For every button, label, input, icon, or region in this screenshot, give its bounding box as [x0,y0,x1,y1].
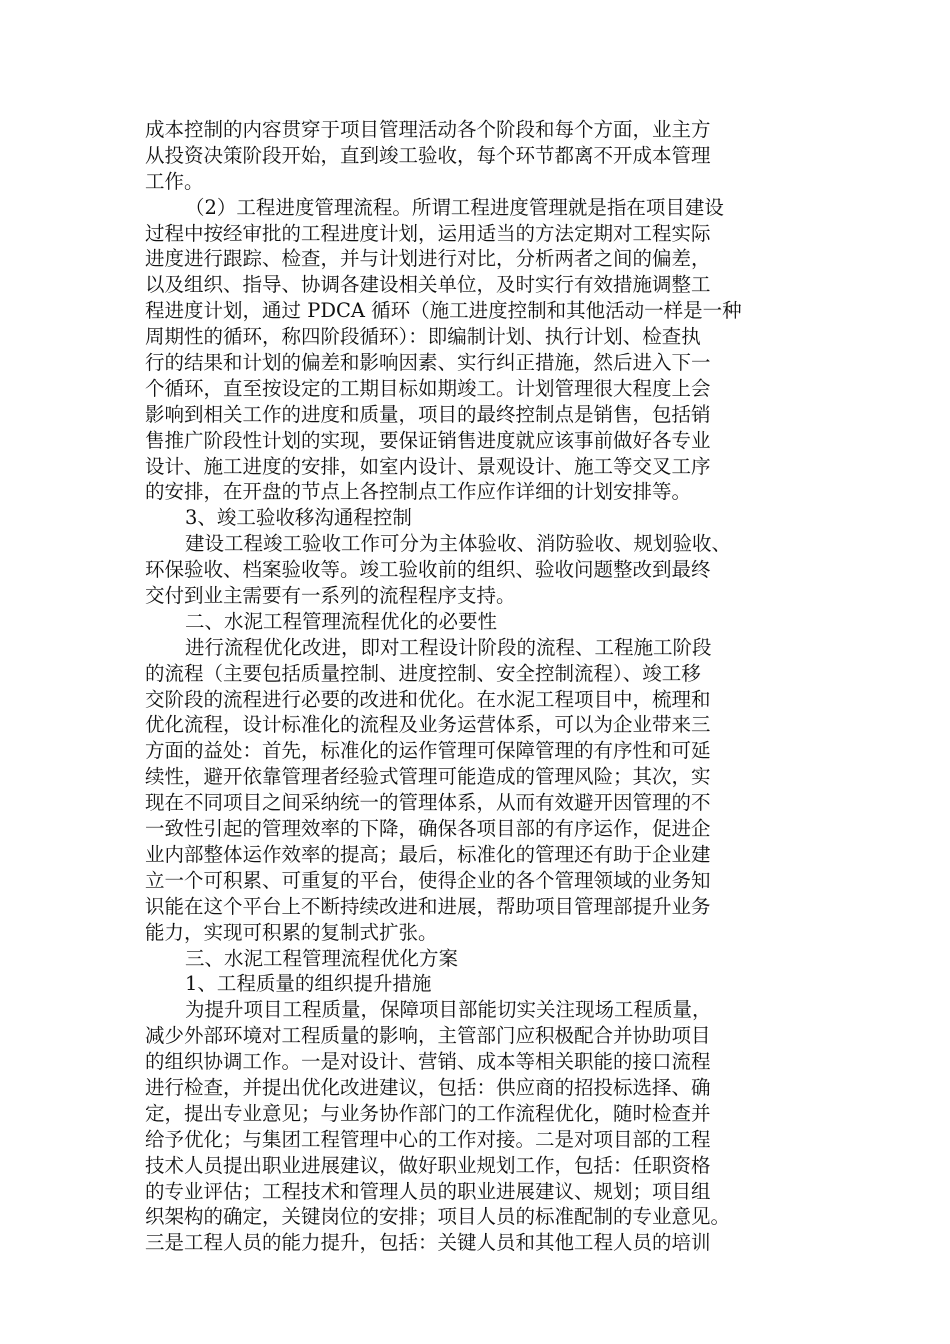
text-line: 建设工程竣工验收工作可分为主体验收、消防验收、规划验收、 [185,532,732,556]
text-line: 三是工程人员的能力提升，包括：关键人员和其他工程人员的培训 [145,1231,711,1255]
text-line: 周期性的循环，称四阶段循环）：即编制计划、执行计划、检查执 [145,325,701,349]
text-line: 过程中按经审批的工程进度计划，运用适当的方法定期对工程实际 [145,221,711,245]
text-line: 1、工程质量的组织提升措施 [185,972,432,996]
text-line: 成本控制的内容贯穿于项目管理活动各个阶段和每个方面，业主方 [145,118,711,141]
text-line: 减少外部环境对工程质量的影响，主管部门应积极配合并协助项目 [145,1024,711,1048]
text-line: 程进度计划，通过 PDCA 循环（施工进度控制和其他活动一样是一种 [145,299,742,323]
text-line: 的组织协调工作。一是对设计、营销、成本等相关职能的接口流程 [145,1050,711,1074]
text-line: 优化流程，设计标准化的流程及业务运营体系，可以为企业带来三 [145,713,711,737]
text-line: 环保验收、档案验收等。竣工验收前的组织、验收问题整改到最终 [145,558,711,582]
text-line: 织架构的确定，关键岗位的安排；项目人员的标准配制的专业意见。 [145,1205,731,1229]
text-line: 为提升项目工程质量，保障项目部能切实关注现场工程质量， [185,998,712,1022]
text-line: 业内部整体运作效率的提高；最后，标准化的管理还有助于企业建 [145,842,711,866]
text-line: 现在不同项目之间采纳统一的管理体系，从而有效避开因管理的不 [145,791,711,815]
text-line: 的流程（主要包括质量控制、进度控制、安全控制流程）、竣工移 [145,661,701,685]
text-line: 影响到相关工作的进度和质量，项目的最终控制点是销售，包括销 [145,402,711,426]
text-line: 进行检查，并提出优化改进建议，包括：供应商的招投标选择、确 [145,1075,711,1099]
text-line: 的专业评估；工程技术和管理人员的职业进展建议、规划；项目组 [145,1179,711,1203]
text-line: 二、水泥工程管理流程优化的必要性 [185,609,498,633]
text-line: 从投资决策阶段开始，直到竣工验收，每个环节都离不开成本管理 [145,143,711,167]
text-line: 一致性引起的管理效率的下降，确保各项目部的有序运作，促进企 [145,817,711,841]
text-line: 技术人员提出职业进展建议，做好职业规划工作，包括：任职资格 [145,1153,711,1177]
text-line: 立一个可积累、可重复的平台，使得企业的各个管理领域的业务知 [145,868,711,892]
text-line: 交付到业主需要有一系列的流程程序支持。 [145,584,516,608]
text-line: 交阶段的流程进行必要的改进和优化。在水泥工程项目中，梳理和 [145,687,711,711]
text-line: 个循环，直至按设定的工期目标如期竣工。计划管理很大程度上会 [145,376,711,400]
text-line: 定，提出专业意见；与业务协作部门的工作流程优化，随时检查并 [145,1101,711,1125]
text-line: 三、水泥工程管理流程优化方案 [185,946,459,970]
text-line: 进行流程优化改进，即对工程设计阶段的流程、工程施工阶段 [185,635,712,659]
text-line: 进度进行跟踪、检查，并与计划进行对比，分析两者之间的偏差， [145,247,711,271]
text-line: 设计、施工进度的安排，如室内设计、景观设计、施工等交叉工序 [145,454,711,478]
text-line: 给予优化；与集团工程管理中心的工作对接。二是对项目部的工程 [145,1127,711,1151]
text-line: 的安排，在开盘的节点上各控制点工作应作详细的计划安排等。 [145,480,692,504]
text-line: 行的结果和计划的偏差和影响因素、实行纠正措施，然后进入下一 [145,351,711,375]
text-line: 续性，避开依靠管理者经验式管理可能造成的管理风险；其次，实 [145,765,711,789]
text-line: 能力，实现可积累的复制式扩张。 [145,920,438,944]
text-line: 识能在这个平台上不断持续改进和进展，帮助项目管理部提升业务 [145,894,711,918]
text-line: 方面的益处：首先，标准化的运作管理可保障管理的有序性和可延 [145,739,711,763]
text-line: 工作。 [145,169,204,193]
text-line: 售推广阶段性计划的实现，要保证销售进度就应该事前做好各专业 [145,428,711,452]
text-line: （2）工程进度管理流程。所谓工程进度管理就是指在项目建设 [185,195,724,219]
document-body [145,117,815,1256]
text-line: 3、竣工验收移沟通程控制 [185,506,412,530]
text-line: 以及组织、指导、协调各建设相关单位，及时实行有效措施调整工 [145,273,711,297]
